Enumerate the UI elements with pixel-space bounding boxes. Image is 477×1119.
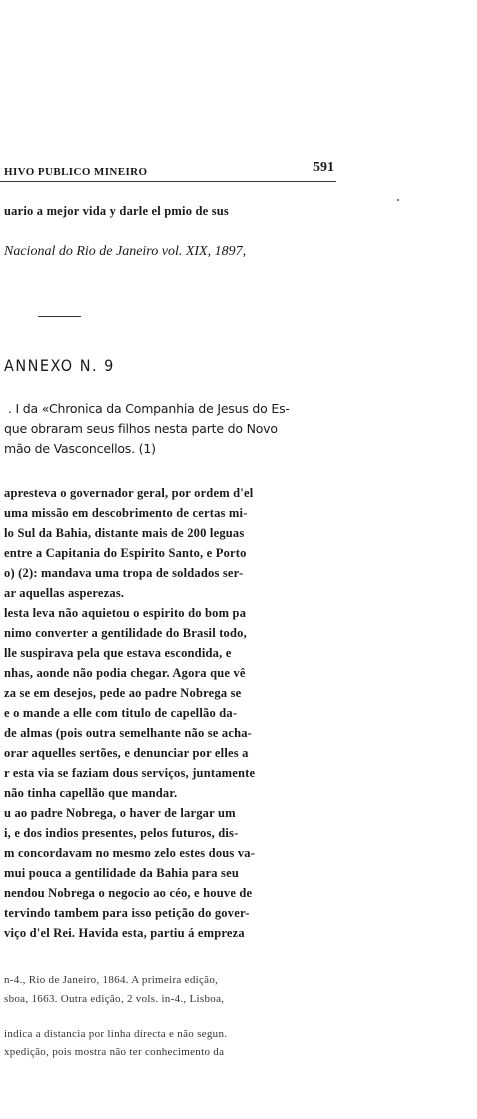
- body-line: e o mande a elle com titulo de capellão da-: [4, 706, 238, 720]
- body-line: i, e dos indios presentes, pelos futuros, dis-: [4, 826, 239, 840]
- header-rule: [0, 181, 336, 182]
- body-line: m concordavam no mesmo zelo estes dous va-: [4, 846, 256, 860]
- footnote-line: n-4., Rio de Janeiro, 1864. A primeira edição,: [4, 974, 219, 986]
- body-line: entre a Capitania do Espirito Santo, e Porto: [4, 546, 247, 560]
- body-line: de almas (pois outra semelhante não se acha-: [4, 726, 253, 740]
- body-line: apresteva o governador geral, por ordem d'el: [4, 486, 254, 500]
- section-divider: [38, 316, 81, 317]
- body-line: lo Sul da Bahia, distante mais de 200 leguas: [4, 526, 245, 540]
- body-line: lesta leva não aquietou o espirito do bom pa: [4, 606, 247, 620]
- body-line: mui pouca a gentilidade da Bahia para seu: [4, 866, 239, 880]
- body-line: tervindo tambem para isso petição do gover-: [4, 906, 250, 920]
- body-line: nhas, aonde não podia chegar. Agora que vê: [4, 666, 246, 680]
- footnote-line: indica a distancia por linha directa e não segun.: [4, 1028, 228, 1040]
- body-line: ar aquellas asperezas.: [4, 586, 125, 600]
- body-line: orar aquelles sertões, e denunciar por elles a: [4, 746, 249, 760]
- body-line: viço d'el Rei. Havida esta, partiu á empreza: [4, 926, 245, 940]
- body-line: lle suspirava pela que estava escondida, e: [4, 646, 232, 660]
- body-line: nendou Nobrega o negocio ao céo, e houve de: [4, 886, 253, 900]
- source-citation-text: Nacional do Rio de Janeiro vol. XIX, 1897,: [4, 244, 247, 259]
- body-line: não tinha capellão que mandar.: [4, 786, 178, 800]
- footnote-line: sboa, 1663. Outra edição, 2 vols. in-4., Lisboa,: [4, 993, 225, 1005]
- footnote-line: xpedição, pois mostra não ter conhecimento da: [4, 1046, 225, 1058]
- body-line: uma missão em descobrimento de certas mi-: [4, 506, 248, 520]
- body-line: u ao padre Nobrega, o haver de largar um: [4, 806, 236, 820]
- text-line: uario a mejor vida y darle el pmio de sus: [4, 204, 229, 218]
- body-line: za se em desejos, pede ao padre Nobrega se: [4, 686, 242, 700]
- running-title: HIVO PUBLICO MINEIRO: [4, 166, 148, 178]
- page-number: 591: [313, 160, 334, 175]
- intro-line: mão de Vasconcellos. (1): [4, 441, 156, 456]
- scan-speck: [397, 199, 399, 201]
- body-line: nimo converter a gentilidade do Brasil todo,: [4, 626, 247, 640]
- body-line: o) (2): mandava uma tropa de soldados ser-: [4, 566, 244, 580]
- source-citation-line: [4, 244, 246, 260]
- intro-line: que obraram seus filhos nesta parte do Novo: [4, 421, 278, 436]
- intro-line: . I da «Chronica da Companhia de Jesus do Es-: [8, 401, 290, 416]
- body-line: r esta via se faziam dous serviços, juntamente: [4, 766, 256, 780]
- annex-title: ANNEXO N. 9: [4, 356, 115, 375]
